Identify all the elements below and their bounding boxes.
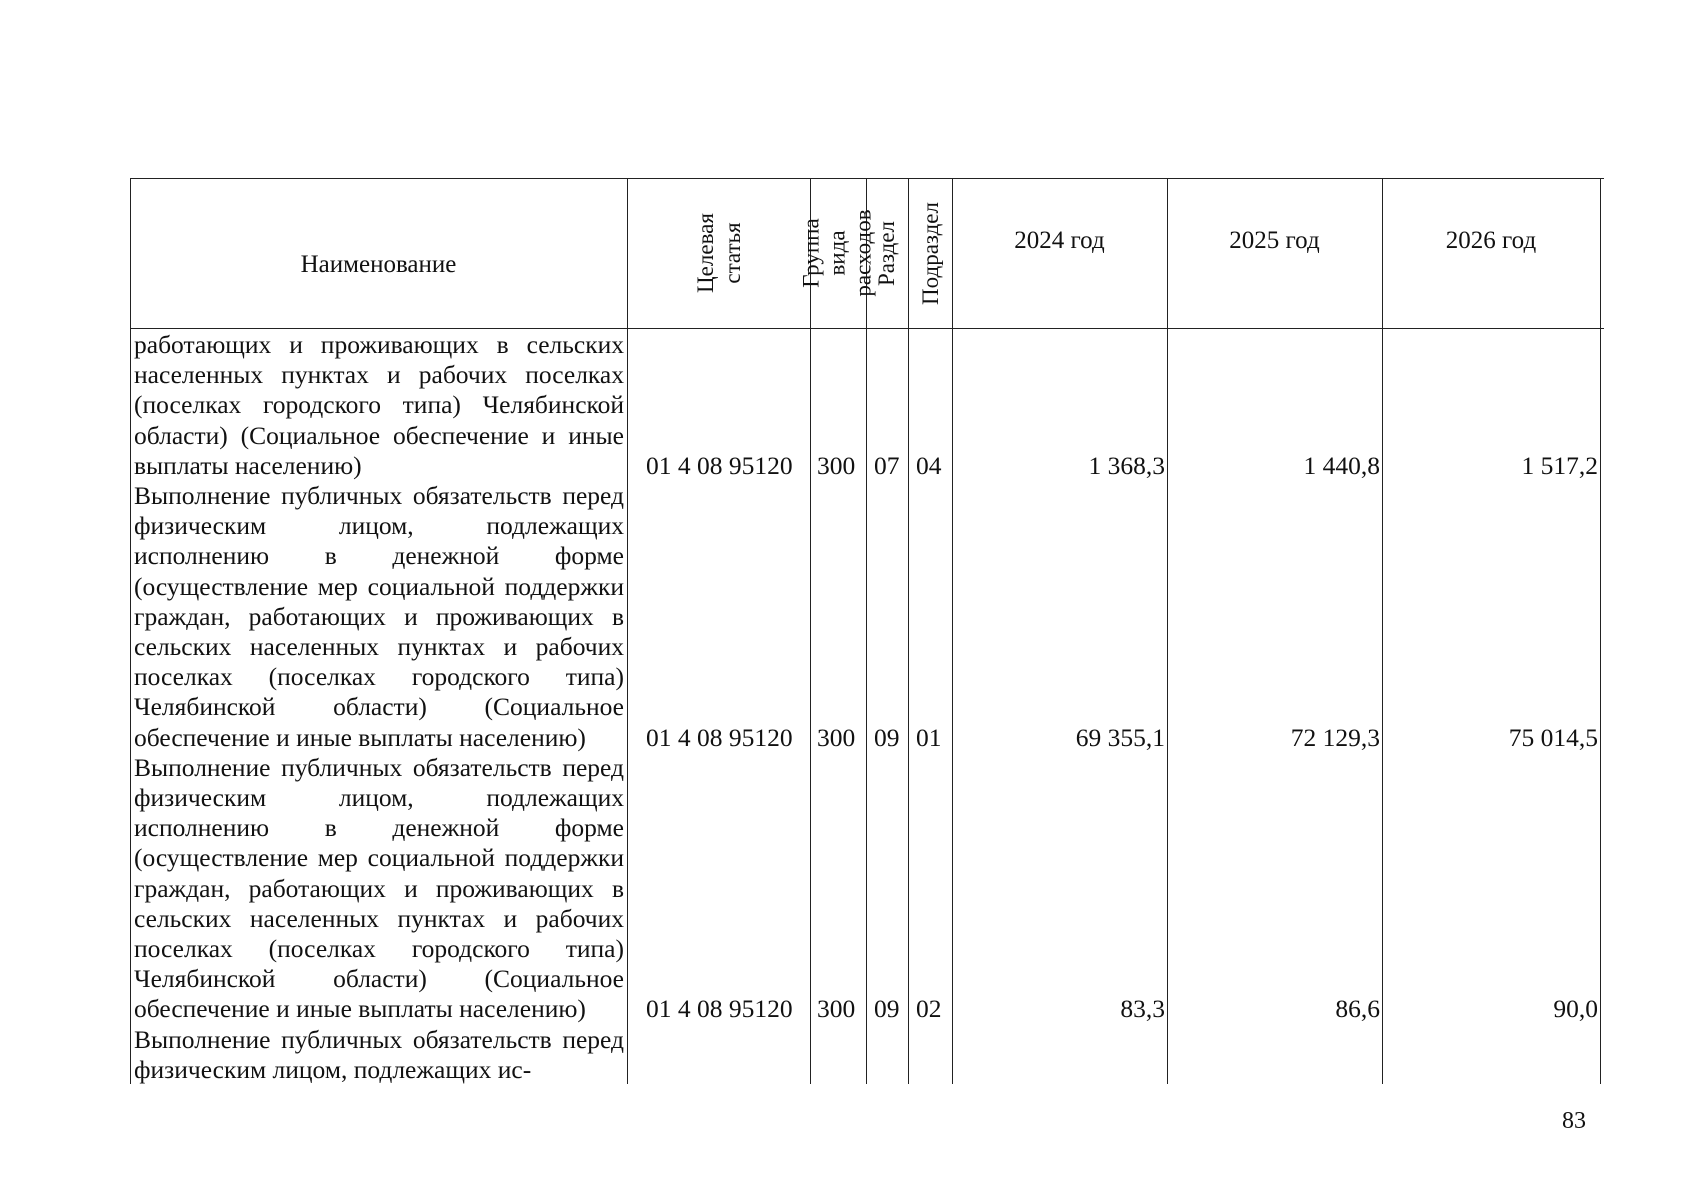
budget-table — [130, 178, 1604, 1084]
header-2024: 2024 год — [1014, 227, 1105, 254]
cell-target: 01 4 08 95120 — [646, 451, 793, 480]
cell-2026: 75 014,5 — [1508, 723, 1598, 752]
cell-2025: 72 129,3 — [1290, 723, 1380, 752]
cell-subsection: 01 — [916, 723, 942, 752]
cell-group: 300 — [817, 994, 856, 1023]
cell-2025: 1 440,8 — [1303, 451, 1380, 480]
header-target-article: Целевая статья — [692, 213, 745, 293]
cell-subsection: 04 — [916, 451, 942, 480]
cell-2026: 1 517,2 — [1521, 451, 1598, 480]
page-number: 83 — [1562, 1108, 1586, 1134]
cell-section: 09 — [874, 994, 900, 1023]
cell-group: 300 — [817, 451, 856, 480]
cell-2024: 83,3 — [1120, 994, 1165, 1023]
header-section: Раздел — [874, 220, 900, 286]
cell-2025: 86,6 — [1335, 994, 1380, 1023]
table-row — [130, 451, 1604, 481]
table-row — [130, 994, 1604, 1024]
cell-2024: 69 355,1 — [1075, 723, 1165, 752]
col-border — [1600, 178, 1601, 1084]
cell-2026: 90,0 — [1553, 994, 1598, 1023]
cell-group: 300 — [817, 723, 856, 752]
header-expense-group: Группа вида расходов — [799, 209, 877, 297]
description-block: Выполнение публичных обязательств перед физическим лицом, подлежащих исполнению в денежной форме (осуществление мер социальной поддержки граждан, работающих и проживающих в сельских населенных пунктах и рабочих поселках (поселках городского типа) Челябинской области) (Социальное обеспечение и иные выплаты населению) — [134, 752, 624, 1024]
cell-subsection: 02 — [916, 994, 942, 1023]
description-block: Выполнение публичных обязательств перед физическим лицом, подлежащих исполнению в денежной форме (осуществление мер социальной поддержки граждан, работающих и проживающих в сельских населенных пунктах и рабочих поселках (поселках городского типа) Челябинской области) (Социальное обеспечение и иные выплаты населению) — [134, 481, 624, 752]
description-block: работающих и проживающих в сельских населенных пунктах и рабочих поселках (поселках городского типа) Челябинской области) (Социальное обеспечение и иные выплаты населению) — [134, 330, 624, 480]
cell-target: 01 4 08 95120 — [646, 994, 793, 1023]
header-name: Наименование — [300, 251, 457, 278]
cell-2024: 1 368,3 — [1088, 451, 1165, 480]
description-text — [134, 330, 624, 1085]
header-2026: 2026 год — [1445, 227, 1537, 254]
cell-target: 01 4 08 95120 — [646, 723, 793, 752]
header-2025: 2025 год — [1229, 227, 1320, 254]
cell-section: 09 — [874, 723, 900, 752]
table-row — [130, 723, 1604, 753]
header-subsection: Подраздел — [917, 201, 943, 305]
cell-section: 07 — [874, 451, 900, 480]
description-block: Выполнение публичных обязательств перед физическим лицом, подлежащих ис- — [134, 1024, 624, 1084]
